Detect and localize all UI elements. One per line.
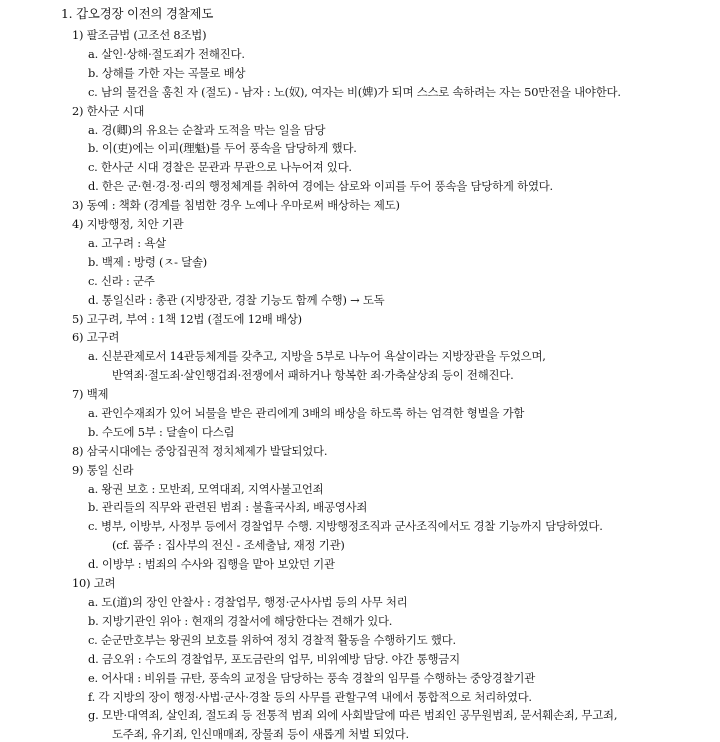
list-item: f. 각 지방의 장이 행정·사법·군사·경찰 등의 사무를 관할구역 내에서 통합적으로 처리하였다.: [88, 690, 532, 704]
list-item: d. 금오위 : 수도의 경찰업무, 포도금란의 업무, 비위예방 담당. 야간 통행금지: [88, 652, 460, 666]
list-item: c. 남의 물건을 훔친 자 (절도) - 남자 : 노(奴), 여자는 비(婢)가 되며 스스로 속하려는 자는 50만전을 내야한다.: [88, 85, 621, 99]
list-item: d. 한은 군·현·경·정·리의 행정체계를 취하여 경에는 삼로와 이피를 두어 풍속을 담당하게 하였다.: [88, 179, 553, 193]
section-heading: 10) 고려: [72, 576, 116, 590]
document-title: 1. 갑오경장 이전의 경찰제도: [61, 6, 214, 21]
section-heading: 5) 고구려, 부여 : 1책 12법 (절도에 12배 배상): [72, 312, 302, 326]
section-heading: 9) 통일 신라: [72, 463, 134, 477]
list-item: c. 신라 : 군주: [88, 274, 155, 288]
list-item: b. 관리들의 직무와 관련된 범죄 : 불휼국사죄, 배공영사죄: [88, 500, 368, 514]
list-item: c. 순군만호부는 왕권의 보호를 위하여 정치 경찰적 활동을 수행하기도 했다.: [88, 633, 456, 647]
list-item: d. 통일신라 : 총관 (지방장관, 경찰 기능도 함께 수행) → 도독: [88, 293, 385, 307]
section-heading: 7) 백제: [72, 387, 109, 401]
list-item: g. 모반·대역죄, 살인죄, 절도죄 등 전통적 범죄 외에 사회발달에 따른 범죄인 공무원범죄, 문서훼손죄, 무고죄,: [88, 708, 618, 722]
list-item: b. 이(吏)에는 이피(理魁)를 두어 풍속을 담당하게 했다.: [88, 141, 357, 155]
list-item-continuation: 반역죄·절도죄·살인행겁죄·전쟁에서 패하거나 항복한 죄·가축살상죄 등이 전해진다.: [112, 368, 514, 382]
section-heading: 8) 삼국시대에는 중앙집권적 정치체제가 발달되었다.: [72, 444, 328, 458]
list-item: b. 백제 : 방령 (ㅈ- 달솔): [88, 255, 208, 269]
list-item: d. 이방부 : 범죄의 수사와 집행을 맡아 보았던 기관: [88, 557, 335, 571]
section-heading: 1) 팔조금법 (고조선 8조법): [72, 28, 207, 42]
list-item: b. 지방기관인 위아 : 현재의 경찰서에 해당한다는 견해가 있다.: [88, 614, 393, 628]
list-item: a. 관인수재죄가 있어 뇌물을 받은 관리에게 3배의 배상을 하도록 하는 엄격한 형벌을 가함: [88, 406, 525, 420]
list-item: b. 수도에 5부 : 달솔이 다스림: [88, 425, 235, 439]
list-item: a. 왕권 보호 : 모반죄, 모역대죄, 지역사불고언죄: [88, 482, 324, 496]
list-item: a. 경(卿)의 유요는 순찰과 도적을 막는 일을 담당: [88, 123, 326, 137]
list-item: a. 도(道)의 장인 안찰사 : 경찰업무, 행정·군사사법 등의 사무 처리: [88, 595, 408, 609]
section-heading: 3) 동예 : 책화 (경계를 침범한 경우 노예나 우마로써 배상하는 제도): [72, 198, 400, 212]
list-item: a. 신분관제로서 14관등체계를 갖추고, 지방을 5부로 나누어 욕살이라는 지방장관을 두었으며,: [88, 349, 546, 363]
list-item-continuation: 도주죄, 유기죄, 인신매매죄, 장물죄 등이 새롭게 처벌 되었다.: [112, 727, 409, 741]
list-item: c. 병부, 이방부, 사정부 등에서 경찰업무 수행. 지방행정조직과 군사조직에서도 경찰 기능까지 담당하였다.: [88, 519, 603, 533]
section-heading: 6) 고구려: [72, 330, 120, 344]
section-heading: 4) 지방행정, 치안 기관: [72, 217, 184, 231]
list-item: b. 상해를 가한 자는 곡물로 배상: [88, 66, 246, 80]
list-item: e. 어사대 : 비위를 규탄, 풍속의 교정을 담당하는 풍속 경찰의 임무를 수행하는 중앙경찰기관: [88, 671, 535, 685]
list-item: a. 살인·상해·절도죄가 전해진다.: [88, 47, 245, 61]
section-heading: 2) 한사군 시대: [72, 104, 145, 118]
list-item-continuation: (cf. 품주 : 집사부의 전신 - 조세출납, 재정 기관): [112, 538, 345, 552]
list-item: c. 한사군 시대 경찰은 문관과 무관으로 나누어져 있다.: [88, 160, 352, 174]
list-item: a. 고구려 : 욕살: [88, 236, 166, 250]
